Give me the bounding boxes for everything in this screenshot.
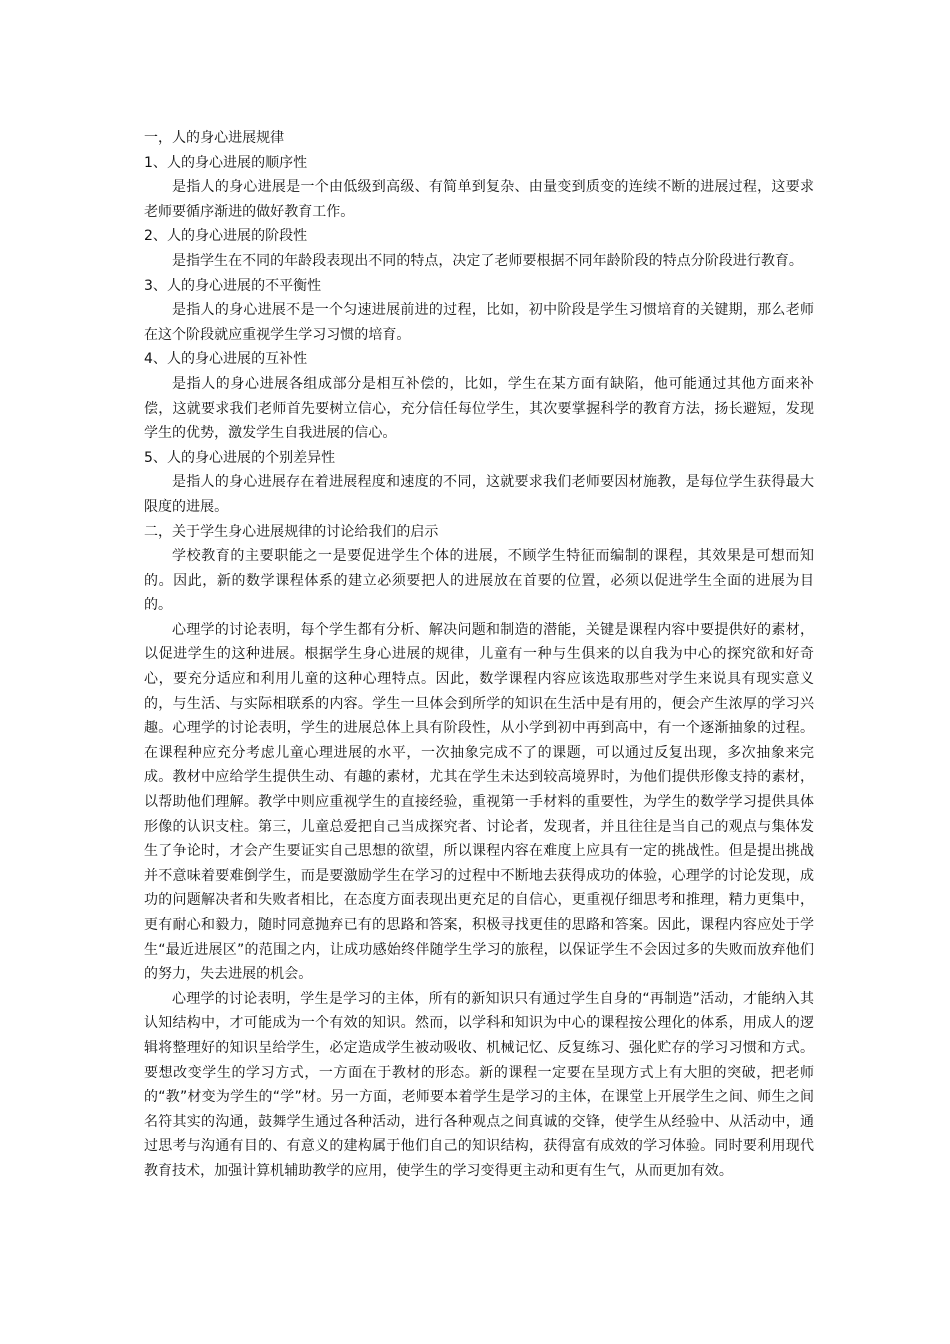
paragraph-3: 心理学的讨论表明，学生是学习的主体，所有的新知识只有通过学生自身的“再制造”活动，才能纳入其认知结构中，才可能成为一个有效的知识。然而，以学科和知识为中心的课程按公理化的体系，用成人的逻辑将整理好的知识呈给学生，必定造成学生被动吸收、机械记忆、反复练习、强化贮存的学习习惯和方式。要想改变学生的学习方式，一方面在于教材的形态。新的课程一定要在呈现方式上有大胆的突破，把老师的“教”材变为学生的“学”材。另一方面，老师要本着学生是学习的主体，在课堂上开展学生之间、师生之间名符其实的沟通，鼓舞学生通过各种活动，进行各种观点之间真诚的交锋，使学生从经验中、从活动中，通过思考与沟通有目的、有意义的建构属于他们自己的知识结构，获得富有成效的学习体验。同时要利用现代教育技术，加强计算机辅助教学的应用，使学生的学习变得更主动和更有生气，从而更加有效。 bbox=[144, 990, 814, 1179]
paragraph-2: 心理学的讨论表明，每个学生都有分析、解决问题和制造的潜能，关键是课程内容中要提供好的素材，以促进学生的这种进展。根据学生身心进展的规律，儿童有一种与生俱来的以自我为中心的探究欲和好奇心，要充分适应和利用儿童的这种心理特点。因此，数学课程内容应该选取那些对学生来说具有现实意义的，与生活、与实际相联系的内容。学生一旦体会到所学的知识在生活中是有用的，便会产生浓厚的学习兴趣。心理学的讨论表明，学生的进展总体上具有阶段性，从小学到初中再到高中，有一个逐渐抽象的过程。在课程种应充分考虑儿童心理进展的水平，一次抽象完成不了的课题，可以通过反复出现，多次抽象来完成。教材中应给学生提供生动、有趣的素材，尤其在学生未达到较高境界时，为他们提供形像支持的素材，以帮助他们理解。教学中则应重视学生的直接经验，重视第一手材料的重要性，为学生的数学学习提供具体形像的认识支柱。第三，儿童总爱把自己当成探究者、讨论者，发现者，并且往往是当自己的观点与集体发生了争论时，才会产生要证实自己思想的欲望，所以课程内容在难度上应具有一定的挑战性。但是提出挑战并不意味着要难倒学生，而是要激励学生在学习的过程中不断地去获得成功的体验，心理学的讨论发现，成功的问题解决者和失败者相比，在态度方面表现出更充足的自信心，更重视仔细思考和推理，精力更集中，更有耐心和毅力，随时同意抛弃已有的思路和答案，积极寻找更佳的思路和答案。因此，课程内容应处于学生“最近进展区”的范围之内，让成功感始终伴随学生学习的旅程，以保证学生不会因过多的失败而放弃他们的努力，失去进展的机会。 bbox=[144, 621, 814, 983]
section-2-title: 二，关于学生身心进展规律的讨论给我们的启示 bbox=[144, 523, 439, 540]
item-4-body: 是指人的身心进展各组成部分是相互补偿的，比如，学生在某方面有缺陷，他可能通过其他方面来补偿，这就要求我们老师首先要树立信心，充分信任每位学生，其次要掌握科学的教育方法，扬长避短，发现学生的优势，激发学生自我进展的信心。 bbox=[144, 375, 814, 442]
section-1-title: 一，人的身心进展规律 bbox=[144, 130, 285, 146]
item-1-heading: 1、人的身心进展的顺序性 bbox=[144, 154, 308, 171]
item-2-heading: 2、人的身心进展的阶段性 bbox=[144, 228, 308, 245]
document-page bbox=[144, 126, 814, 1184]
paragraph-1: 学校教育的主要职能之一是要促进学生个体的进展，不顾学生特征而编制的课程，其效果是可想而知的。因此，新的数学课程体系的建立必须要把人的进展放在首要的位置，必须以促进学生全面的进展为目的。 bbox=[144, 548, 814, 614]
item-5-heading: 5、人的身心进展的个别差异性 bbox=[144, 449, 336, 466]
item-3-heading: 3、人的身心进展的不平衡性 bbox=[144, 277, 322, 294]
item-1-body: 是指人的身心进展是一个由低级到高级、有简单到复杂、由量变到质变的连续不断的进展过程，这要求老师要循序渐进的做好教育工作。 bbox=[144, 179, 814, 220]
item-4-heading: 4、人的身心进展的互补性 bbox=[144, 351, 308, 368]
item-2-body: 是指学生在不同的年龄段表现出不同的特点，决定了老师要根据不同年龄阶段的特点分阶段进行教育。 bbox=[172, 252, 803, 269]
item-3-body: 是指人的身心进展不是一个匀速进展前进的过程，比如，初中阶段是学生习惯培育的关键期，那么老师在这个阶段就应重视学生学习习惯的培育。 bbox=[144, 302, 814, 343]
item-5-body: 是指人的身心进展存在着进展程度和速度的不同，这就要求我们老师要因材施教，是每位学生获得最大限度的进展。 bbox=[144, 474, 814, 515]
